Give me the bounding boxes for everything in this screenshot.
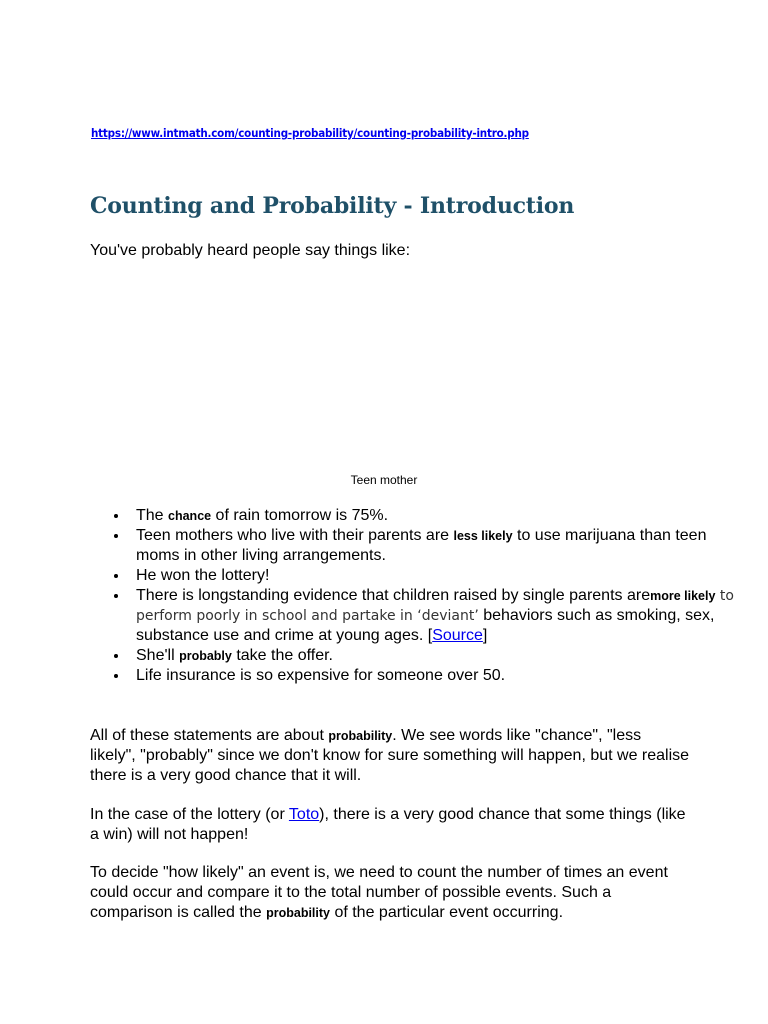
keyword: less likely [453,529,513,543]
source-url-link[interactable]: https://www.intmath.com/counting-probability/counting-probability-intro.php [91,126,529,140]
list-item [136,586,736,646]
list-item [136,506,736,526]
keyword: probability [266,906,330,920]
paragraph-text: In the case of the lottery (or [90,806,289,823]
keyword: more likely [650,589,716,603]
list-item [136,526,736,566]
source-link[interactable]: Source [432,627,483,644]
paragraph-lottery [90,805,690,845]
list-item-text: The [136,507,169,524]
intro-text: You've probably heard people say things like: [90,242,411,259]
keyword: probably [179,649,232,663]
examples-list [90,506,736,686]
list-item-text: She'll [136,647,180,664]
paragraph-text: . We see words like "chance", "less likely", "probably" since we don't know for sure something will happen, but we realise there is a very good chance that it will. [90,727,690,784]
paragraph-text: To decide "how likely" an event is, we need to count the number of times an event could occur and compare it to the total number of possible events. Such a comparison is called the [90,864,668,921]
list-item-text: Teen mothers who live with their parents are [136,527,454,544]
toto-link[interactable]: Toto [288,806,320,823]
paragraph-definition [90,863,690,923]
image-caption: Teen mother [350,473,418,487]
list-item [136,646,736,666]
list-item-text: take the offer. [231,647,333,664]
list-item-text: behaviors such as smoking, sex, substance use and crime at young ages. [ [136,607,715,644]
paragraph-text: All of these statements are about [90,727,329,744]
page-title: Counting and Probability - Introduction [90,193,575,219]
list-item-quote-text: to perform poorly in school and partake in ‘deviant’ [136,588,734,624]
list-item [136,566,736,586]
list-item-text: There is longstanding evidence that children raised by single parents are [136,587,651,604]
list-item-text: He won the lottery! [136,567,270,584]
list-item-text: of rain tomorrow is 75%. [211,507,389,524]
keyword: chance [168,509,212,523]
list-item-text: ] [482,627,488,644]
teen-mother-image-area [90,270,680,465]
list-item-text: to use marijuana than teen moms in other living arrangements. [136,527,707,564]
paragraph-statements [90,726,690,786]
keyword: probability [328,729,393,743]
list-item [136,666,736,686]
list-item-text: Life insurance is so expensive for someone over 50. [136,667,506,684]
paragraph-text: ), there is a very good chance that some things (like a win) will not happen! [90,806,686,843]
paragraph-text: of the particular event occurring. [330,904,564,921]
